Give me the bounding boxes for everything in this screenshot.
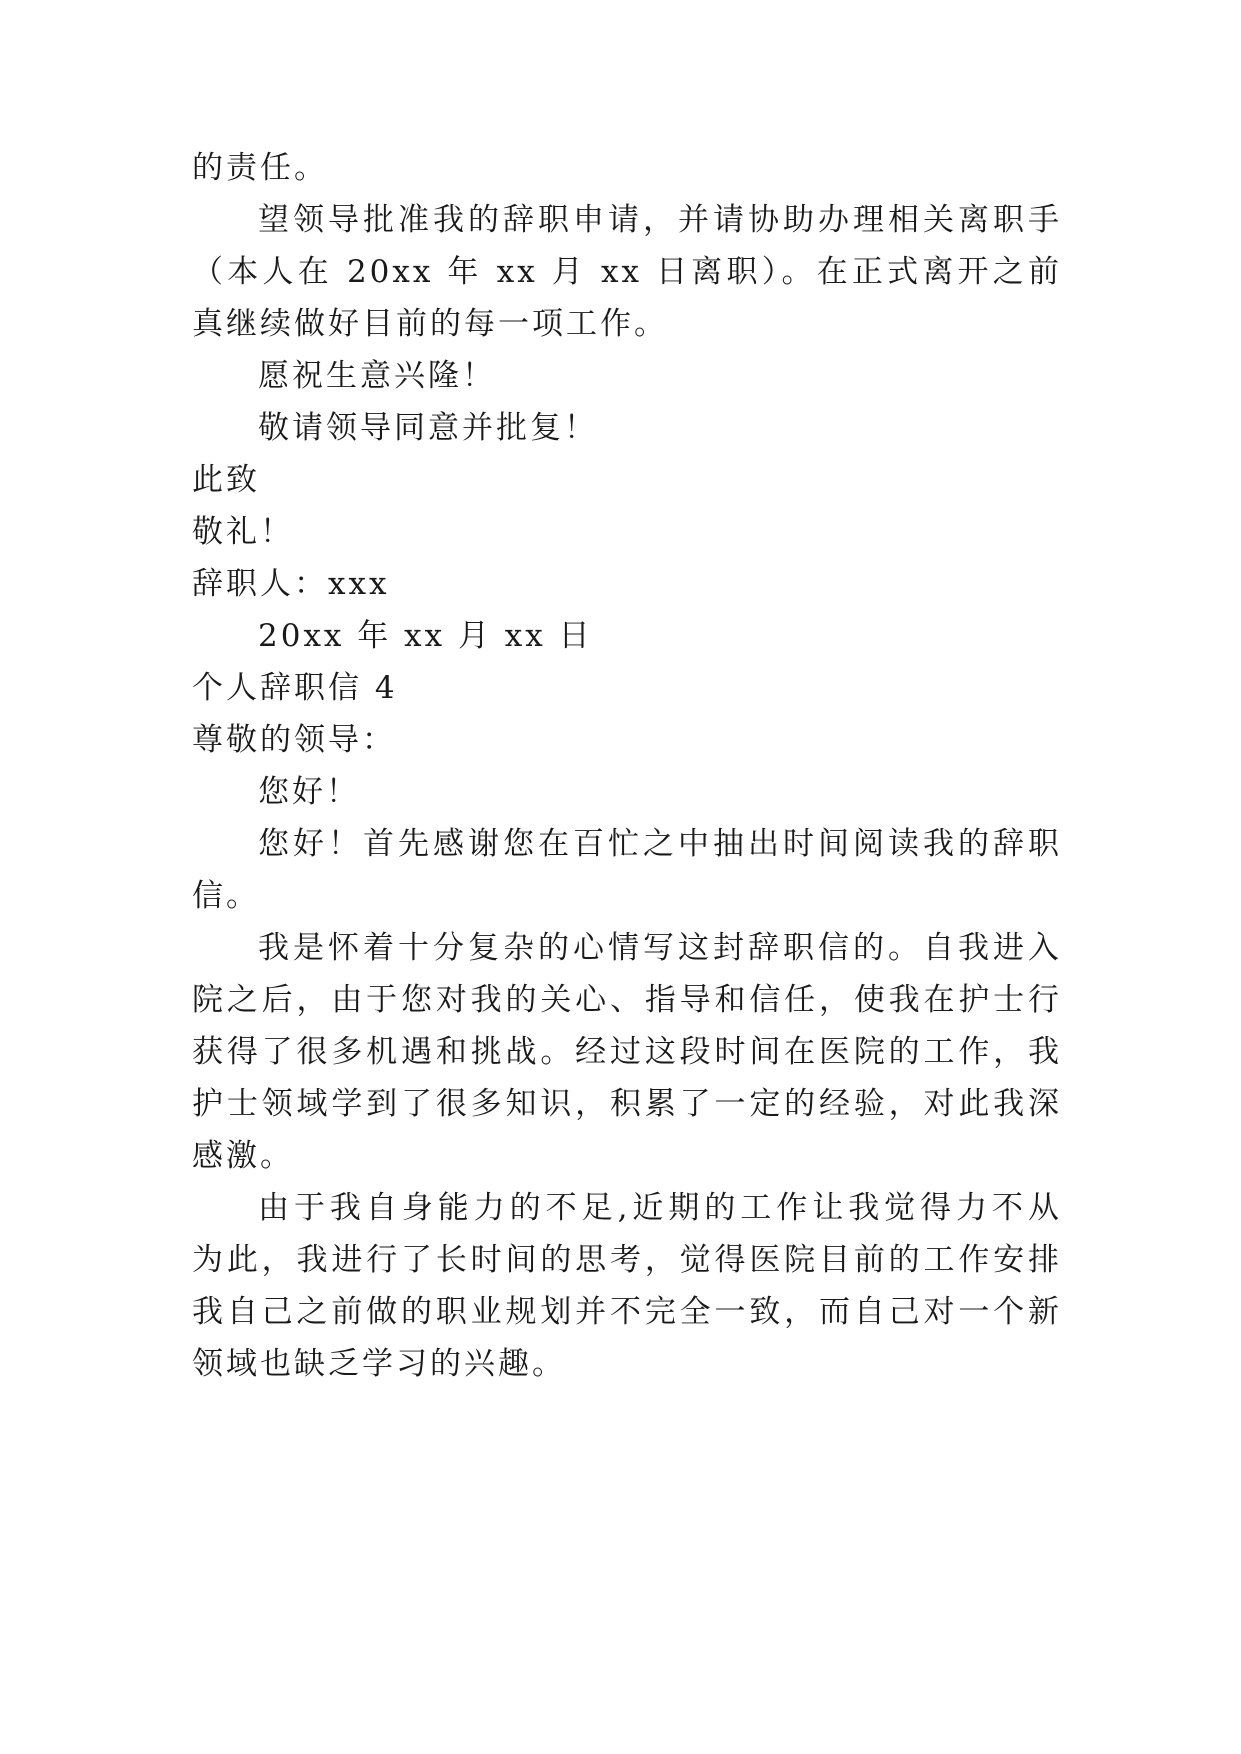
text-line: 获得了很多机遇和挑战。经过这段时间在医院的工作，我 — [192, 1034, 1062, 1070]
text-line: 我是怀着十分复杂的心情写这封辞职信的。自我进入 — [258, 930, 1062, 966]
greeting: 您好！ — [258, 774, 360, 810]
text-line: 感激。 — [192, 1138, 294, 1174]
text-line: 的责任。 — [192, 150, 328, 186]
text-line: 领域也缺乏学习的兴趣。 — [192, 1346, 566, 1382]
text-line: 愿祝生意兴隆！ — [258, 358, 496, 394]
text-line: 院之后，由于您对我的关心、指导和信任，使我在护士行 — [192, 982, 1062, 1018]
text-line: 我自己之前做的职业规划并不完全一致，而自己对一个新 — [192, 1294, 1062, 1330]
text-line: 真继续做好目前的每一项工作。 — [192, 306, 668, 342]
text-line: 为此，我进行了长时间的思考，觉得医院目前的工作安排 — [192, 1242, 1062, 1278]
salutation: 尊敬的领导： — [192, 722, 396, 758]
closing-line: 此致 — [192, 462, 260, 498]
text-line: （本人在 20xx 年 xx 月 xx 日离职）。在正式离开之前 — [192, 254, 1062, 290]
text-line: 信。 — [192, 878, 260, 914]
date-line: 20xx 年 xx 月 xx 日 — [258, 618, 593, 654]
text-line: 望领导批准我的辞职申请，并请协助办理相关离职手 — [258, 202, 1062, 238]
text-line: 由于我自身能力的不足,近期的工作让我觉得力不从 — [258, 1190, 1062, 1226]
closing-line: 敬礼！ — [192, 514, 294, 550]
text-line: 护士领域学到了很多知识，积累了一定的经验，对此我深 — [192, 1086, 1062, 1122]
signature-line: 辞职人：xxx — [192, 566, 390, 602]
section-title: 个人辞职信 4 — [192, 670, 398, 706]
text-line: 敬请领导同意并批复！ — [258, 410, 598, 446]
text-line: 您好！首先感谢您在百忙之中抽出时间阅读我的辞职 — [258, 826, 1062, 862]
